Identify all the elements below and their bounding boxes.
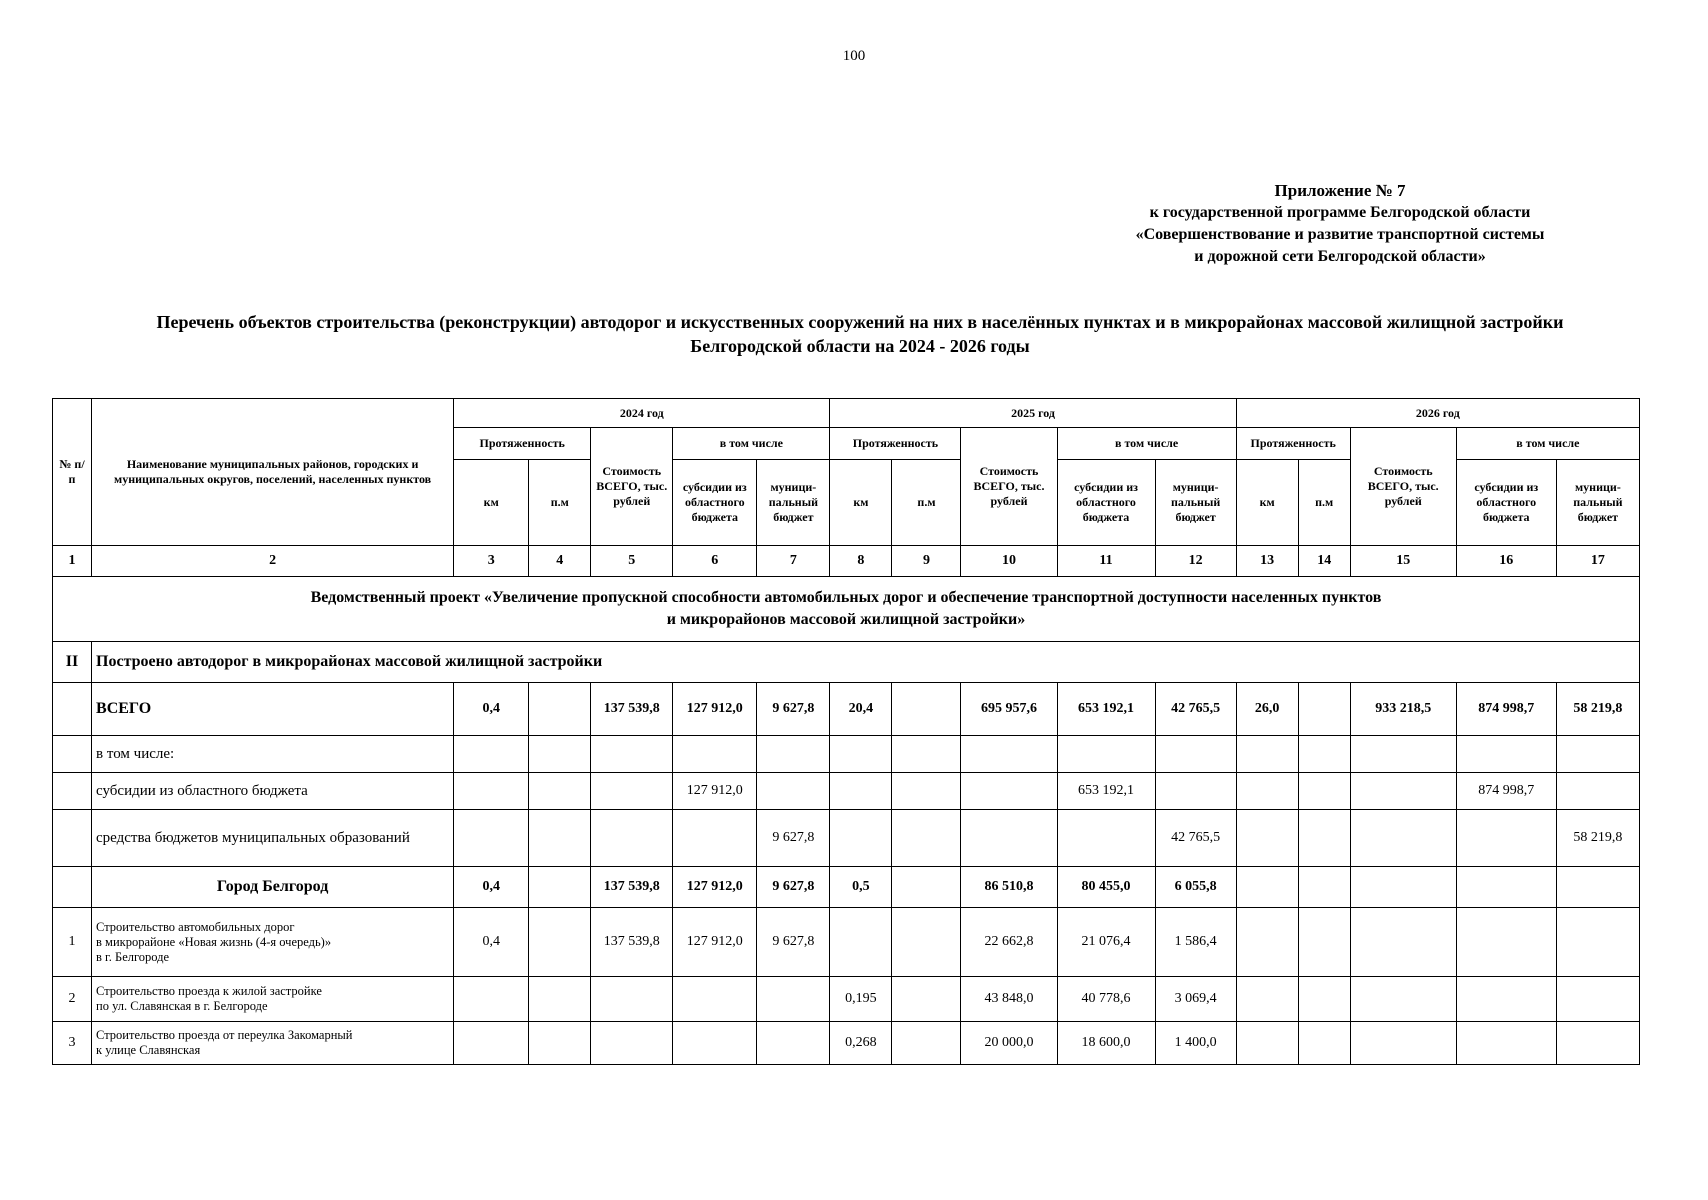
cell: 0,5 (830, 867, 892, 908)
cell: 0,268 (830, 1022, 892, 1065)
cell (1456, 977, 1556, 1022)
appendix-block (1080, 180, 1600, 268)
cell: 43 848,0 (961, 977, 1057, 1022)
cell (591, 977, 673, 1022)
cell (892, 977, 961, 1022)
appendix-line-3: «Совершенствование и развитие транспортной системы (1135, 226, 1545, 243)
header-length-2024: Протяженность (454, 428, 591, 460)
object-name (92, 1022, 454, 1065)
cell-empty (591, 736, 673, 773)
col-num: 13 (1236, 546, 1298, 577)
header-municipal: муници-пальный бюджет (1155, 460, 1236, 546)
cell (1456, 908, 1556, 977)
cell (591, 773, 673, 810)
cell (454, 773, 529, 810)
col-num: 16 (1456, 546, 1556, 577)
page-number: 100 (842, 48, 866, 64)
header-pm: п.м (1298, 460, 1350, 546)
cell (529, 977, 591, 1022)
including-label: в том числе: (92, 736, 454, 773)
cell: 80 455,0 (1057, 867, 1155, 908)
table-row-including (53, 736, 1640, 773)
municipal-label: средства бюджетов муниципальных образований (92, 810, 454, 867)
cell-empty (529, 736, 591, 773)
cell (529, 773, 591, 810)
cell (1350, 977, 1456, 1022)
object-name-line: Строительство проезда к жилой застройке (96, 984, 322, 998)
object-name-line: Строительство автомобильных дорог (96, 919, 295, 934)
cell: 653 192,1 (1057, 683, 1155, 736)
cell (1236, 867, 1298, 908)
col-num: 3 (454, 546, 529, 577)
cell (757, 773, 830, 810)
object-name-line: в микрорайоне «Новая жизнь (4-я очередь)» (96, 934, 332, 949)
header-subsidy: субсидии из областного бюджета (673, 460, 757, 546)
cell: 9 627,8 (757, 810, 830, 867)
object-name-line: к улице Славянская (96, 1043, 201, 1057)
header-including-2026: в том числе (1456, 428, 1639, 460)
cell (1298, 810, 1350, 867)
cell-empty (53, 736, 92, 773)
cell (454, 1022, 529, 1065)
section-row (53, 642, 1640, 683)
cell-empty (1350, 736, 1456, 773)
cell (1556, 908, 1639, 977)
col-num: 4 (529, 546, 591, 577)
cell-empty (53, 867, 92, 908)
cell (961, 773, 1057, 810)
cell: 874 998,7 (1456, 773, 1556, 810)
cell: 9 627,8 (757, 867, 830, 908)
cell (892, 908, 961, 977)
cell (673, 1022, 757, 1065)
cell-empty (454, 736, 529, 773)
cell (1298, 908, 1350, 977)
column-numbers-row (53, 546, 1640, 577)
cell (1456, 810, 1556, 867)
header-including-2025: в том числе (1057, 428, 1236, 460)
cell (1298, 867, 1350, 908)
cell-empty (53, 810, 92, 867)
row-number: 1 (53, 908, 92, 977)
header-year-2024: 2024 год (454, 399, 830, 428)
section-no: II (53, 642, 92, 683)
cell (830, 908, 892, 977)
col-num: 1 (53, 546, 92, 577)
cell: 127 912,0 (673, 908, 757, 977)
cell (1456, 1022, 1556, 1065)
cell (1236, 977, 1298, 1022)
header-length-2025: Протяженность (830, 428, 961, 460)
cell (1456, 867, 1556, 908)
col-num: 14 (1298, 546, 1350, 577)
table-row-object-2 (53, 977, 1640, 1022)
cell-empty (1456, 736, 1556, 773)
cell (1556, 867, 1639, 908)
header-cost-2025: Стоимость ВСЕГО, тыс. рублей (961, 428, 1057, 546)
cell (830, 810, 892, 867)
cell (1298, 773, 1350, 810)
cell (1350, 810, 1456, 867)
cell: 40 778,6 (1057, 977, 1155, 1022)
header-cost-2024: Стоимость ВСЕГО, тыс. рублей (591, 428, 673, 546)
cell (892, 683, 961, 736)
cell (892, 1022, 961, 1065)
cell (892, 773, 961, 810)
cell: 21 076,4 (1057, 908, 1155, 977)
header-row-years (53, 399, 1640, 428)
subsidy-label: субсидии из областного бюджета (92, 773, 454, 810)
col-num: 7 (757, 546, 830, 577)
header-pm: п.м (892, 460, 961, 546)
cell: 3 069,4 (1155, 977, 1236, 1022)
cell (1155, 773, 1236, 810)
cell (529, 683, 591, 736)
cell (673, 977, 757, 1022)
header-year-2025: 2025 год (830, 399, 1236, 428)
cell (1350, 908, 1456, 977)
cell: 26,0 (1236, 683, 1298, 736)
cell (591, 810, 673, 867)
cell: 0,4 (454, 683, 529, 736)
cell: 42 765,5 (1155, 810, 1236, 867)
object-name-line: Строительство проезда от переулка Закомарный (96, 1028, 353, 1042)
header-cost-2026: Стоимость ВСЕГО, тыс. рублей (1350, 428, 1456, 546)
table-row-object-1 (53, 908, 1640, 977)
table-row-total (53, 683, 1640, 736)
cell (961, 810, 1057, 867)
cell-empty (53, 773, 92, 810)
cell: 22 662,8 (961, 908, 1057, 977)
cell (529, 867, 591, 908)
cell (757, 1022, 830, 1065)
cell: 137 539,8 (591, 908, 673, 977)
cell (1556, 977, 1639, 1022)
cell (591, 1022, 673, 1065)
cell-empty (1236, 736, 1298, 773)
header-km: км (454, 460, 529, 546)
cell: 0,4 (454, 867, 529, 908)
cell (1298, 1022, 1350, 1065)
cell (454, 810, 529, 867)
cell: 42 765,5 (1155, 683, 1236, 736)
cell: 137 539,8 (591, 867, 673, 908)
table-row-subsidy (53, 773, 1640, 810)
cell: 6 055,8 (1155, 867, 1236, 908)
object-name (92, 977, 454, 1022)
cell (1556, 1022, 1639, 1065)
cell: 933 218,5 (1350, 683, 1456, 736)
cell: 18 600,0 (1057, 1022, 1155, 1065)
header-municipal: муници-пальный бюджет (757, 460, 830, 546)
cell: 0,4 (454, 908, 529, 977)
cell: 0,195 (830, 977, 892, 1022)
header-including-2024: в том числе (673, 428, 830, 460)
cell-empty (1155, 736, 1236, 773)
table-row-object-3 (53, 1022, 1640, 1065)
cell-empty (53, 683, 92, 736)
cell (892, 810, 961, 867)
cell: 874 998,7 (1456, 683, 1556, 736)
object-name (92, 908, 454, 977)
project-row (53, 577, 1640, 642)
cell: 1 586,4 (1155, 908, 1236, 977)
project-line-2: и микрорайонов массовой жилищной застройки» (666, 611, 1026, 628)
col-num: 10 (961, 546, 1057, 577)
header-name: Наименование муниципальных районов, городских и муниципальных округов, поселений, населенных пунктов (92, 399, 454, 546)
header-km: км (830, 460, 892, 546)
cell (1350, 867, 1456, 908)
cell: 58 219,8 (1556, 810, 1639, 867)
appendix-line-4: и дорожной сети Белгородской области» (1194, 248, 1486, 265)
header-km: км (1236, 460, 1298, 546)
cell (673, 810, 757, 867)
objects-table (52, 398, 1640, 1065)
col-num: 15 (1350, 546, 1456, 577)
row-number: 3 (53, 1022, 92, 1065)
cell (1236, 810, 1298, 867)
cell (529, 810, 591, 867)
col-num: 2 (92, 546, 454, 577)
header-no: № п/п (53, 399, 92, 546)
cell: 58 219,8 (1556, 683, 1639, 736)
cell: 137 539,8 (591, 683, 673, 736)
col-num: 12 (1155, 546, 1236, 577)
cell: 20 000,0 (961, 1022, 1057, 1065)
cell (1350, 773, 1456, 810)
header-pm: п.м (529, 460, 591, 546)
cell: 1 400,0 (1155, 1022, 1236, 1065)
total-label: ВСЕГО (92, 683, 454, 736)
col-num: 17 (1556, 546, 1639, 577)
cell (757, 977, 830, 1022)
cell (830, 773, 892, 810)
document-title (40, 310, 1680, 358)
col-num: 5 (591, 546, 673, 577)
cell (1556, 773, 1639, 810)
cell (1298, 977, 1350, 1022)
cell: 9 627,8 (757, 908, 830, 977)
title-line-2: Белгородской области на 2024 - 2026 годы (690, 336, 1030, 356)
cell-empty (961, 736, 1057, 773)
city-label: Город Белгород (92, 867, 454, 908)
table-row-municipal (53, 810, 1640, 867)
header-subsidy: субсидии из областного бюджета (1456, 460, 1556, 546)
cell: 127 912,0 (673, 773, 757, 810)
col-num: 9 (892, 546, 961, 577)
header-subsidy: субсидии из областного бюджета (1057, 460, 1155, 546)
cell-empty (830, 736, 892, 773)
cell-empty (892, 736, 961, 773)
cell: 653 192,1 (1057, 773, 1155, 810)
cell (1350, 1022, 1456, 1065)
project-line-1: Ведомственный проект «Увеличение пропускной способности автомобильных дорог и обеспечение транспортной доступности населенных пунктов (310, 589, 1382, 606)
row-number: 2 (53, 977, 92, 1022)
cell (454, 977, 529, 1022)
cell (1236, 1022, 1298, 1065)
cell (1236, 773, 1298, 810)
appendix-line-2: к государственной программе Белгородской области (1149, 204, 1531, 221)
header-municipal: муници-пальный бюджет (1556, 460, 1639, 546)
header-length-2026: Протяженность (1236, 428, 1350, 460)
cell-empty (673, 736, 757, 773)
cell: 86 510,8 (961, 867, 1057, 908)
col-num: 6 (673, 546, 757, 577)
cell: 20,4 (830, 683, 892, 736)
cell: 127 912,0 (673, 683, 757, 736)
col-num: 8 (830, 546, 892, 577)
cell (529, 1022, 591, 1065)
col-num: 11 (1057, 546, 1155, 577)
cell-empty (1556, 736, 1639, 773)
table-row-city (53, 867, 1640, 908)
object-name-line: по ул. Славянская в г. Белгороде (96, 999, 268, 1013)
cell: 9 627,8 (757, 683, 830, 736)
object-name-line: в г. Белгороде (96, 949, 170, 964)
cell-empty (757, 736, 830, 773)
cell (1236, 908, 1298, 977)
cell (529, 908, 591, 977)
appendix-line-1: Приложение № 7 (1274, 181, 1406, 200)
cell: 127 912,0 (673, 867, 757, 908)
cell (892, 867, 961, 908)
project-title (53, 577, 1640, 642)
cell-empty (1298, 736, 1350, 773)
cell (1298, 683, 1350, 736)
title-line-1: Перечень объектов строительства (реконструкции) автодорог и искусственных сооружений на них в населённых пунктах и в микрорайонах массовой жилищной застройки (156, 312, 1564, 332)
cell-empty (1057, 736, 1155, 773)
section-name: Построено автодорог в микрорайонах массовой жилищной застройки (92, 642, 1640, 683)
header-year-2026: 2026 год (1236, 399, 1639, 428)
cell (1057, 810, 1155, 867)
cell: 695 957,6 (961, 683, 1057, 736)
